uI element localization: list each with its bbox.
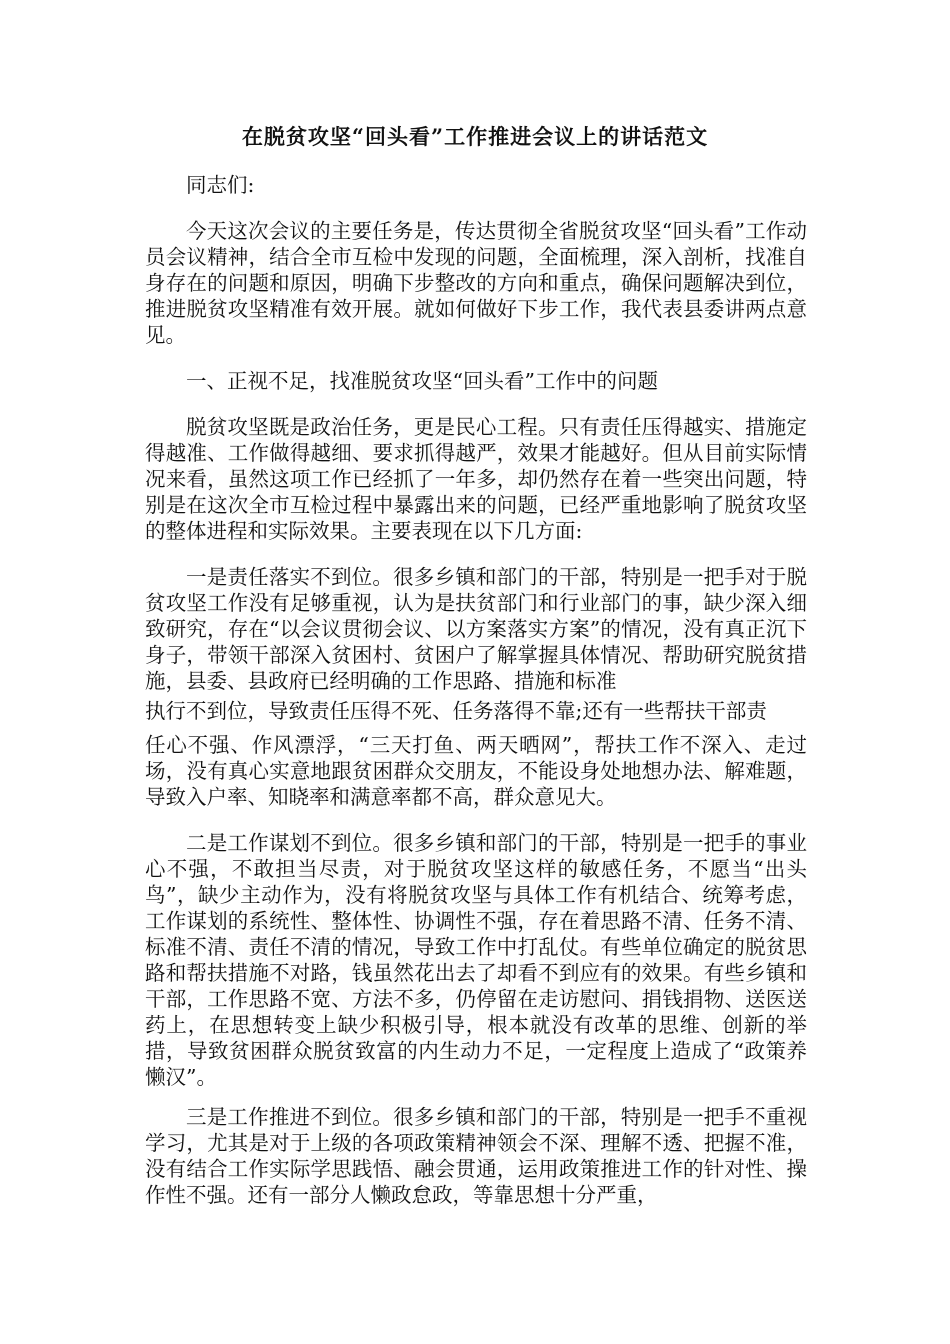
- document-title: 在脱贫攻坚“回头看”工作推进会议上的讲话范文: [241, 124, 709, 149]
- section-heading-1: 一、正视不足，找准脱贫攻坚“回头看”工作中的问题: [186, 369, 658, 393]
- salutation: 同志们:: [186, 173, 255, 197]
- point-1-paragraph-part-1: 一是责任落实不到位。很多乡镇和部门的干部，特别是一把手对于脱贫攻坚工作没有足够重视，认为是扶贫部门和行业部门的事，缺少深入细致研究，存在“以会议贯彻会议、以方案落实方案”的情况，没有真正沉下身子，带领干部深入贫困村、贫困户了解掌握具体情况、帮助研究脱贫措施，县委、县政府已经明确的工作思路、措施和标准: [145, 565, 807, 693]
- point-2-paragraph: 二是工作谋划不到位。很多乡镇和部门的干部，特别是一把手的事业心不强，不敢担当尽责，对于脱贫攻坚这样的敏感任务，不愿当“出头鸟”，缺少主动作为，没有将脱贫攻坚与具体工作有机结合、统筹考虑，工作谋划的系统性、整体性、协调性不强，存在着思路不清、任务不清、标准不清、责任不清的情况，导致工作中打乱仗。有些单位确定的脱贫思路和帮扶措施不对路，钱虽然花出去了却看不到应有的效果。有些乡镇和干部，工作思路不宽、方法不多，仍停留在走访慰问、捐钱捐物、送医送药上，在思想转变上缺少积极引导，根本就没有改革的思维、创新的举措，导致贫困群众脱贫致富的内生动力不足，一定程度上造成了“政策养懒汉”。: [145, 831, 807, 1089]
- intro-paragraph: 今天这次会议的主要任务是，传达贯彻全省脱贫攻坚“回头看”工作动员会议精神，结合全市互检中发现的问题，全面梳理，深入剖析，找准自身存在的问题和原因，明确下步整改的方向和重点，确保问题解决到位，推进脱贫攻坚精准有效开展。就如何做好下步工作，我代表县委讲两点意见。: [145, 219, 807, 347]
- point-3-paragraph: 三是工作推进不到位。很多乡镇和部门的干部，特别是一把手不重视学习，尤其是对于上级的各项政策精神领会不深、理解不透、把握不准，没有结合工作实际学思践悟、融会贯通，运用政策推进工作的针对性、操作性不强。还有一部分人懒政怠政，等靠思想十分严重，: [145, 1105, 807, 1207]
- point-1-paragraph-part-3: 任心不强、作风漂浮，“三天打鱼、两天晒网”，帮扶工作不深入、走过场，没有真心实意地跟贫困群众交朋友，不能设身处地想办法、解难题，导致入户率、知晓率和满意率都不高，群众意见大。: [145, 733, 807, 809]
- point-1-paragraph-part-2: 执行不到位，导致责任压得不死、任务落得不靠;还有一些帮扶干部责: [145, 699, 767, 723]
- section-1-paragraph: 脱贫攻坚既是政治任务，更是民心工程。只有责任压得越实、措施定得越准、工作做得越细、要求抓得越严，效果才能越好。但从目前实际情况来看，虽然这项工作已经抓了一年多，却仍然存在着一些突出问题，特别是在这次全市互检过程中暴露出来的问题，已经严重地影响了脱贫攻坚的整体进程和实际效果。主要表现在以下几方面:: [145, 415, 807, 543]
